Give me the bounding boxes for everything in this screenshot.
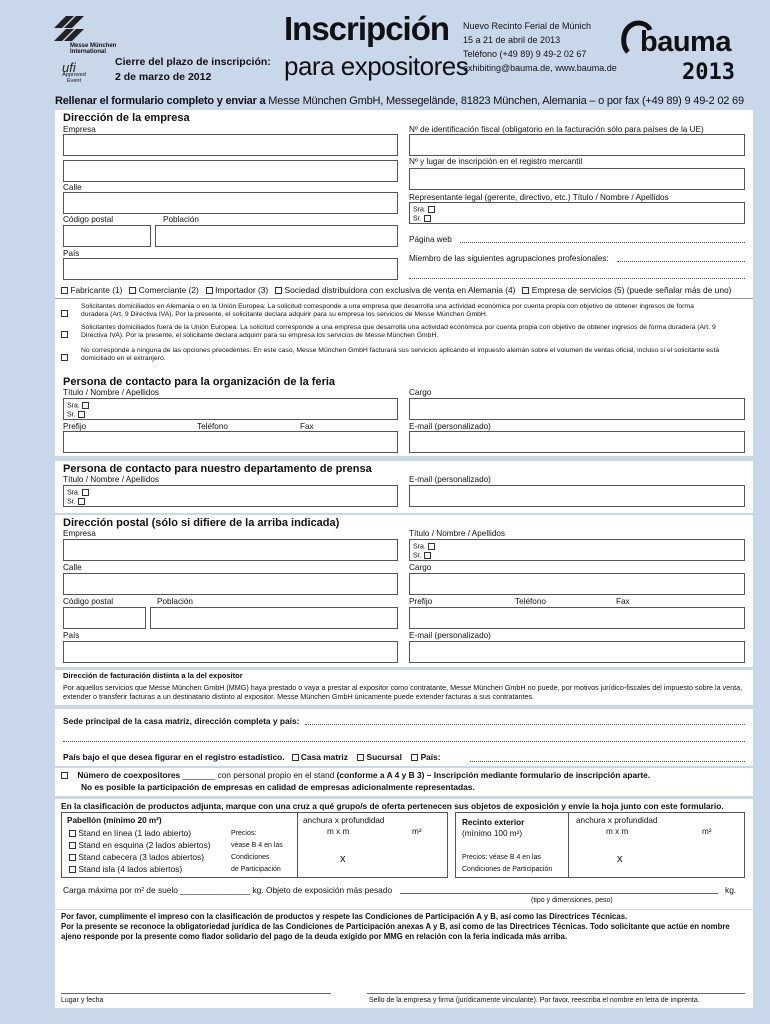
headquarters-section: Sede principal de la casa matriz, dirección completa y país: País bajo el que desea figurar en el registro estadístico. Casa matriz Sucursal País:	[55, 709, 753, 766]
legal-rep-input[interactable]: Sra. Sr.	[409, 202, 745, 224]
outdoor-stand-box: Recinto exterior (mínimo 100 m²) Precios: véase B 4 en las Condiciones de Participación anchura x profundidad m x m m² x	[455, 812, 745, 878]
place-date-line[interactable]	[61, 993, 331, 994]
stand-head-checkbox[interactable]	[69, 854, 76, 861]
postal-position-input[interactable]	[409, 573, 745, 595]
type-distribuidora-checkbox[interactable]	[275, 287, 282, 294]
coexhibitors-section: Número de coexpositores _______ con personal propio en el stand (conforme a A 4 y B 3) – Inscripción mediante formulario de inscripción aparte. No es posible la participación de empresas en calidad de empresas adicionalmente representadas.	[55, 768, 753, 796]
sra-checkbox[interactable]	[428, 206, 435, 213]
sr-checkbox[interactable]	[78, 498, 85, 505]
tax-id-input[interactable]	[409, 134, 745, 156]
vat-option-none: No corresponde a ninguna de las opciones precedentes. En este caso, Messe München GmbH facturará sus servicios aplicando el impuesto alemán sobre el volumen de ventas oficial, incluso si el solicitante está domiciliado en el extranjero.	[81, 347, 720, 363]
company-type-row: Fabricante (1) Comerciante (2) Importador (3) Sociedad distribuidora con exclusiva de venta en Alemania (4) Empresa de servicios (5) (puede señalar más de uno)	[61, 286, 731, 294]
street-input[interactable]	[63, 192, 398, 214]
hall-stand-box: Pabellón (mínimo 20 m²) Stand en línea (1 lado abierto) Stand en esquina (2 lados abiertos) Stand cabecera (3 lados abiertos) Stand isla (4 lados abiertos) Precios: véase B 4 en las Condiciones de Participación anchura x profundidad m x m m² x	[61, 812, 448, 878]
fair-contact-email-input[interactable]	[409, 431, 745, 453]
instruction: Rellenar el formulario completo y enviar a Messe München GmbH, Messegelände, 81823 München, Alemania – o por fax (+49 89) 9 49-2 02 69	[55, 95, 744, 107]
page-subtitle: para expositores	[284, 51, 469, 81]
venue: Nuevo Recinto Ferial de Múnich	[463, 21, 592, 31]
postal-code-input[interactable]	[63, 225, 151, 247]
company-section: Dirección de la empresa Empresa Calle Código postal Población País Nº de identificación fiscal (obligatorio en la facturación sólo para países de la UE) Nº y lugar de inscripción en el registro mercantil Representante legal (gerente, directivo, etc.) Título / Nombre / Apellidos Sra. Sr. Página web Miembro de las siguientes agrupaciones profesionales: Fabricante (1) Comerciante (2) Importador (3) Sociedad distribuidora con exclusiva de venta en Alemania (4) Empresa de servicios (5) (puede señalar más de uno) Solicitantes domiciliados en Alemania o en la Unión Europea: La solicitud corresponde a una empresa que desarrolla una actividad económica por cuenta propia con objetivo de obtener ingresos de forma duradera (Art. 9 Directiva IVA). Por la presente, el solicitante declara adquirir para su empresa los servicios de Messe München GmbH. Solicitantes domiciliados fuera de la Unión Europea: La solicitud corresponde a una empresa que desarrolla una actividad económica por cuenta propia con objetivo de obtener ingresos de forma duradera (Art. 9 Directiva IVA). Por la presente, el solicitante declara adquirir para su empresa los servicios de Messe München GmbH. No corresponde a ninguna de las opciones precedentes. En este caso, Messe München GmbH facturará sus servicios aplicando el impuesto alemán sobre el volumen de ventas oficial, incluso si el solicitante está domiciliado en el extranjero.	[55, 110, 753, 375]
sr-checkbox[interactable]	[424, 215, 431, 222]
bauma-brand: bauma	[640, 26, 731, 58]
postal-email-input[interactable]	[409, 641, 745, 663]
mmi-logo-text: Messe München International	[70, 43, 117, 55]
registry-country-line[interactable]	[470, 761, 745, 762]
signature-section: Por favor, cumplimente el impreso con la clasificación de productos y respete las Condiciones de Participación A y B, así como las Directrices Técnicas. Por la presente se reconoce la obligatoriedad jurídica de las Condiciones de Participación anexas A y B, así como de las Directrices Técnicas. Todo solicitante que actúe en nombre ajeno responde por la presente como fiador solidario del pago de la deuda exigido por MMG en relación con la feria indicada más arriba. Lugar y fecha Sello de la empresa y firma (jurídicamente vinculante). Por favor, reescriba el nombre en letra de imprenta.	[55, 910, 753, 1008]
press-contact-name-input[interactable]: Sra. Sr.	[63, 485, 398, 507]
website-line[interactable]	[460, 242, 745, 243]
fair-contact-position-input[interactable]	[409, 398, 745, 420]
sra-checkbox[interactable]	[428, 543, 435, 550]
sra-checkbox[interactable]	[82, 489, 89, 496]
deadline-label: Cierre del plazo de inscripción:	[115, 56, 271, 68]
company-name-input-2[interactable]	[63, 160, 398, 182]
type-comerciante-checkbox[interactable]	[129, 287, 136, 294]
membership-line[interactable]	[617, 261, 745, 262]
country-input[interactable]	[63, 258, 398, 280]
fair-contact-section: Persona de contacto para la organización de la feria Título / Nombre / Apellidos Sra. Sr. Cargo Prefijo Teléfono Fax E-mail (personalizado)	[55, 374, 753, 456]
casa-matriz-checkbox[interactable]	[292, 754, 299, 761]
ufi-sub: Approved Event	[62, 72, 86, 84]
heaviest-object-line[interactable]	[400, 893, 718, 894]
hall-size-input[interactable]: x	[340, 853, 346, 865]
vat-none-checkbox[interactable]	[61, 354, 68, 361]
hq-address-line-2[interactable]	[63, 741, 745, 742]
stand-section: En la clasificación de productos adjunta, marque con una cruz a qué grupo/s de oferta pertenecen sus objetos de exposición y envíe la hoja junto con este formulario. Pabellón (mínimo 20 m²) Stand en línea (1 lado abierto) Stand en esquina (2 lados abiertos) Stand cabecera (3 lados abiertos) Stand isla (4 lados abiertos) Precios: véase B 4 en las Condiciones de Participación anchura x profundidad m x m m² x Recinto exterior (mínimo 100 m²) Precios: véase B 4 en las Condiciones de Participación anchura x profundidad m x m m² x Carga máxima por m² de suelo _______________ kg. Objeto de exposición más pesado kg. (tipo y dimensiones, peso)	[55, 799, 753, 909]
billing-section: Dirección de facturación distinta a la del expositor Por aquellos servicios que Messe München GmbH (MMG) haya prestado o vaya a prestar al expositor como contratante, Messe München GmbH no puede, por motivos jurídico-fiscales del impuesto sobre la venta, extender o transferir facturas a un destinatario distinto al expositor. Messe München GmbH únicamente puede extender facturas a sus contratantes.	[55, 670, 753, 705]
stand-corner-checkbox[interactable]	[69, 842, 76, 849]
type-fabricante-checkbox[interactable]	[61, 287, 68, 294]
sra-checkbox[interactable]	[82, 402, 89, 409]
signature-line[interactable]	[367, 993, 745, 994]
page-title: Inscripción	[284, 10, 450, 47]
contact-email-web: exhibiting@bauma.de, www.bauma.de	[463, 63, 617, 73]
company-name-input[interactable]	[63, 134, 398, 156]
bauma-year: 2013	[682, 60, 735, 85]
hq-address-line[interactable]	[305, 724, 745, 725]
outdoor-size-input[interactable]: x	[617, 853, 623, 865]
section-title: Dirección de la empresa	[63, 112, 190, 124]
vat-eu-checkbox[interactable]	[61, 310, 68, 317]
vat-option-eu: Solicitantes domiciliados en Alemania o en la Unión Europea: La solicitud corresponde a una empresa que desarrolla una actividad económica por cuenta propia con objetivo de obtener ingresos de forma duradera (Art. 9 Directiva IVA). Por la presente, el solicitante declara adquirir para su empresa los servicios de Messe München GmbH.	[81, 303, 694, 319]
city-input[interactable]	[155, 225, 398, 247]
messe-muenchen-logo-icon	[54, 16, 90, 42]
fair-contact-name-input[interactable]: Sra. Sr.	[63, 398, 398, 420]
postal-name-input[interactable]: Sra. Sr.	[409, 539, 745, 561]
postal-country-input[interactable]	[63, 641, 398, 663]
vat-option-non-eu: Solicitantes domiciliados fuera de la Unión Europea: La solicitud corresponde a una empresa que desarrolla una actividad económica por cuenta propia con objetivo de obtener ingresos de forma duradera (Art. 9 Directiva IVA). Por la presente, el solicitante declara adquirir para su empresa los servicios de Messe München GmbH.	[81, 324, 716, 340]
postal-phone-input[interactable]	[409, 607, 745, 629]
postal-street-input[interactable]	[63, 573, 398, 595]
sucursal-checkbox[interactable]	[357, 754, 364, 761]
postal-company-input[interactable]	[63, 539, 398, 561]
press-contact-section: Persona de contacto para nuestro departamento de prensa Título / Nombre / Apellidos Sra. Sr. E-mail (personalizado)	[55, 461, 753, 513]
postal-cp-input[interactable]	[63, 607, 146, 629]
type-importador-checkbox[interactable]	[206, 287, 213, 294]
coexhibitors-count-line[interactable]: _______	[182, 770, 216, 780]
vat-noneu-checkbox[interactable]	[61, 331, 68, 338]
postal-section: Dirección postal (sólo si difiere de la arriba indicada) Empresa Título / Nombre / Apellidos Sra. Sr. Calle Cargo Código postal Población Prefijo Teléfono Fax País E-mail (personalizado)	[55, 515, 753, 667]
postal-city-input[interactable]	[150, 607, 398, 629]
register-input[interactable]	[409, 168, 745, 190]
sr-checkbox[interactable]	[424, 552, 431, 559]
pais-checkbox[interactable]	[411, 754, 418, 761]
dates: 15 a 21 de abril de 2013	[463, 35, 561, 45]
fair-contact-phone-input[interactable]	[63, 431, 398, 453]
sr-checkbox[interactable]	[78, 411, 85, 418]
deadline-date: 2 de marzo de 2012	[115, 71, 212, 83]
stand-line-checkbox[interactable]	[69, 830, 76, 837]
type-servicios-checkbox[interactable]	[522, 287, 529, 294]
ufi-logo: ufi	[62, 60, 76, 75]
press-contact-email-input[interactable]	[409, 485, 745, 507]
phone: Teléfono (+49 89) 9 49-2 02 67	[463, 49, 587, 59]
coexhibitors-checkbox[interactable]	[61, 772, 68, 779]
stand-island-checkbox[interactable]	[69, 866, 76, 873]
